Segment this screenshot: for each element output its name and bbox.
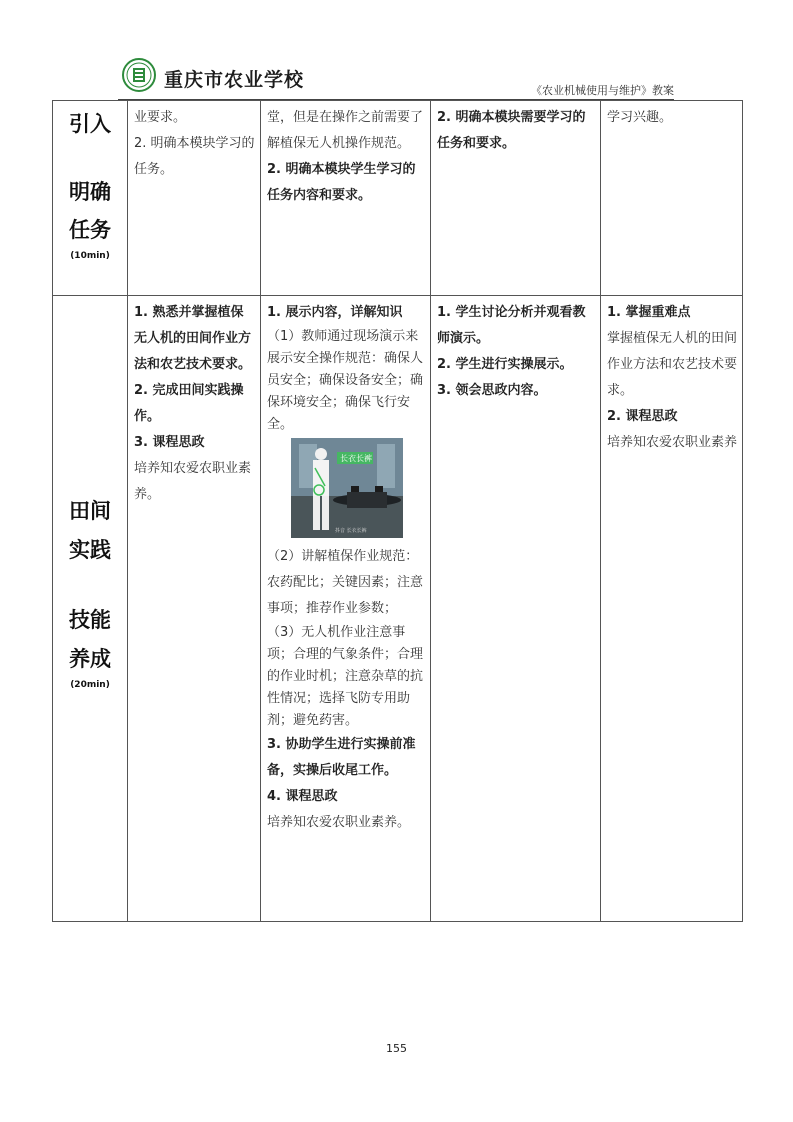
cell-text: 业要求。 [134, 110, 187, 125]
cell-text: 2. 明确本模块学生学习的任务内容和要求。 [267, 162, 416, 203]
cell-text: （3）无人机作业注意事项；合理的气象条件；合理的作业时机；注意杂草的抗性情况；选择飞防专用助剂；避免药害。 [267, 625, 424, 728]
field-design-cell [601, 296, 743, 922]
cell-text: （1）教师通过现场演示来展示安全操作规范：确保人员安全；确保设备安全；确保环境安全；确保飞行安全。 [267, 329, 424, 432]
cell-text: 2. 明确本模块学习的任务。 [134, 136, 255, 177]
cell-text: 2. 学生进行实操展示。 [437, 357, 573, 372]
cell-text: 学习兴趣。 [607, 110, 673, 125]
cell-text: 4. 课程思政 [267, 789, 338, 804]
photo-watermark: 抖音 长衣长裤 [335, 528, 367, 534]
cell-text: 2. 课程思政 [607, 409, 678, 424]
stage-title: 引入 [69, 112, 111, 136]
cell-text: 1. 展示内容，详解知识 [267, 305, 403, 320]
cell-text: 培养知农爱农职业素养。 [267, 815, 411, 830]
stage-title: 田间 [69, 499, 111, 523]
photo-caption: 长衣长裤 [340, 454, 372, 463]
stage-duration: (10min) [70, 251, 110, 261]
stage-title: 技能 [69, 608, 111, 632]
stage-title: 明确 [69, 180, 111, 204]
intro-student-cell [431, 101, 601, 296]
stage-title: 养成 [69, 647, 111, 671]
cell-text: 1. 学生讨论分析并观看教师演示。 [437, 305, 586, 346]
cell-text: 掌握植保无人机的田间作业方法和农艺技术要求。 [607, 331, 738, 398]
field-goals-cell [128, 296, 261, 922]
cell-text: （2）讲解植保作业规范：农药配比；关键因素；注意事项；推荐作业参数； [267, 549, 424, 616]
course-title: 《农业机械使用与维护》教案 [531, 84, 674, 97]
stage-duration: (20min) [70, 680, 110, 690]
field-teacher-cell [261, 296, 431, 922]
cell-text: 3. 课程思政 [134, 435, 205, 450]
table-row-field [53, 296, 743, 922]
intro-teacher-cell [261, 101, 431, 296]
demo-photo [291, 438, 403, 538]
school-logo [122, 58, 156, 92]
cell-text: 培养知农爱农职业素养 [607, 435, 738, 450]
stage-title: 任务 [69, 218, 111, 242]
cell-text: 3. 协助学生进行实操前准备，实操后收尾工作。 [267, 737, 416, 778]
cell-text: 培养知农爱农职业素养。 [134, 461, 252, 502]
page-number: 155 [386, 1042, 407, 1055]
cell-text: 1. 熟悉并掌握植保无人机的田间作业方法和农艺技术要求。 [134, 305, 252, 372]
field-student-cell [431, 296, 601, 922]
intro-design-cell [601, 101, 743, 296]
table-row-intro [53, 101, 743, 296]
stage-title: 实践 [69, 538, 111, 562]
intro-goals-cell [128, 101, 261, 296]
stage-cell-intro [53, 101, 128, 296]
cell-text: 1. 掌握重难点 [607, 305, 691, 320]
cell-text: 2. 完成田间实践操作。 [134, 383, 244, 424]
stage-cell-field [53, 296, 128, 922]
lesson-plan-table [52, 100, 743, 922]
cell-text: 3. 领会思政内容。 [437, 383, 547, 398]
cell-text: 堂，但是在操作之前需要了解植保无人机操作规范。 [267, 110, 424, 151]
school-name: 重庆市农业学校 [164, 69, 305, 91]
page-header [118, 56, 674, 100]
cell-text: 2. 明确本模块需要学习的任务和要求。 [437, 110, 586, 151]
